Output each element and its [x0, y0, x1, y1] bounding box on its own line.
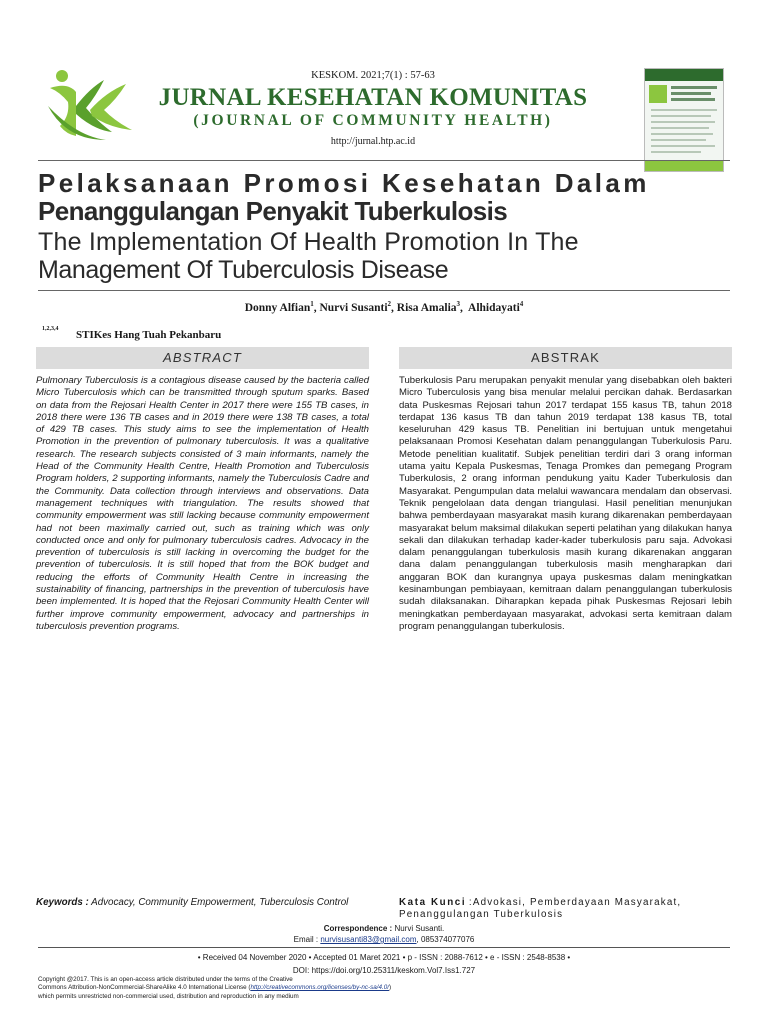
author-name: Alhidayati	[468, 301, 520, 314]
title-divider	[38, 290, 730, 291]
affiliation: STIKes Hang Tuah Pekanbaru	[76, 329, 222, 341]
copyright-line-2: Commons Attribution-NonCommercial-ShareAlike 4.0 International License (	[38, 984, 251, 992]
author-sup: 3	[456, 300, 461, 308]
abstract-heading: ABSTRACT	[36, 347, 369, 369]
title-indonesian-line-1: Pelaksanaan Promosi Kesehatan Dalam	[38, 168, 650, 198]
journal-logo-icon	[46, 66, 136, 146]
footer-divider	[38, 947, 730, 948]
email-label: Email :	[293, 935, 319, 944]
copyright-line-1: Copyright @2017. This is an open-access article distributed under the terms of the Creative	[38, 976, 293, 983]
title-english-line-2: Management Of Tuberculosis Disease	[38, 256, 449, 284]
journal-cover-thumbnail	[644, 68, 724, 172]
abstrak-text: Tuberkulosis Paru merupakan penyakit menular yang disebabkan oleh bakteri Micro Tuberculosis yang bisa menular melalui percikan dahak. Berdasarkan data Puskesmas Rejosari tahun 2017 terdapat 155 kasus TB, tahun 2018 terdapat 136 kasus TB dan tahun 2019 terdapat 138 kasus TB, total keseluruhan 429 kasus TB. Penelitian ini bertujuan untuk mengetahui pelaksanaan Promosi Kesehatan dalam penanggulangan Tuberkulosis Paru. Metode penelitian kualitatif. Subjek penelitian terdiri dari 3 orang informan utama yaitu Kepala Puskesmas, Tenaga Promkes dan pemegang Program Tuberkulosis, 2 orang informan pendukung yaitu Kader Tuberkulosis dan Masyarakat. Pengumpulan data melalui wawancara mendalam dan observasi. Teknik pengelolaan data dengan triangulasi. Hasil penelitian menunjukan bahwa pemberdayaan masyarakat masih kurang dikarenakan pemberdayaan masyarakat belum maksimal dilakukan seperti pelatihan yang dilakukan hanya sekali dan dilakukan terhadap kader-kader tuberkulosis paru saja. Advokasi dalam penanggulangan tuberkulosis masih kurang dikarenakan anggaran dana dalam penanggulangan tuberkulosis masih mengharapkan dari anggaran BOK dan kurangnya upaya puskesmas dalam meningkatkan kesinambungan pembiayaan, kemitraan dalam penanggulangan tuberkulosis sudah dilaksanakan. Diharapkan kepada pihak Puskesmas Rejosari lebih meningkatkan pemberdayaan masyarakat, advokasi serta kemitraan dalam program penanggulangan tuberkulosis.	[399, 375, 732, 632]
keywords-english	[36, 897, 369, 909]
abstract-text: Pulmonary Tuberculosis is a contagious disease caused by the bacteria called Micro Tuberculosis which can be transmitted through sputum sparks. Based on data from the Rejosari Health Center in 2017 there were 155 TB cases, in 2018 there were 136 TB cases and in 2019 there were 138 TB cases, a total of 429 TB cases. This study aims to see the implementation of Health Promotion in the prevention of pulmonary tuberculosis. It was a qualitative research. The research subjects consisted of 3 main informants, namely the Head of the Community Health Centre, Health Promotion and Tuberculosis Program holders, 2 supporting informants, namely the Tuberculosis Cadre and the Community. Data collection through interviews and observations. Data management techniques with triangulation. The results showed that community empowerment was still lacking because community empowerment had not been maximally carried out, such as training which was only conducted once and only for pulmonary tuberculosis cadres. Advocacy in the prevention of tuberculosis is still lacking in overcoming the budget for the prevention of tuberculosis. It is still hoped that from the BOK budget and reducing the efforts of Community Health Centre in increasing the sustainability of financing, partnerships in the prevention of tuberculosis have been implemented. It is hoped that the Rejosari Community Health Center will further improve community empowerment, advocacy and partnerships in tuberculosis prevention programs.	[36, 375, 369, 632]
phone-number: , 085374077076	[416, 935, 475, 944]
correspondence-label: Correspondence :	[323, 924, 393, 933]
affiliation-sup: 1,2,3,4	[42, 326, 59, 332]
kata-kunci-value: :Advokasi, Pemberdayaan Masyarakat, Penanggulangan Tuberkulosis	[399, 897, 682, 920]
title-indonesian-line-2: Penanggulangan Penyakit Tuberkulosis	[38, 196, 508, 226]
copyright-line-3: which permits unrestricted non-commercial used, distribution and reproduction in any medium	[38, 992, 299, 1000]
journal-subtitle: (JOURNAL OF COMMUNITY HEALTH)	[193, 112, 553, 129]
author-sup: 4	[519, 300, 524, 308]
copyright-line-2-end: )	[389, 984, 392, 992]
keywords-value: Advocacy, Community Empowerment, Tuberculosis Control	[91, 897, 349, 908]
correspondence	[38, 923, 730, 945]
title-english-line-1: The Implementation Of Health Promotion In The	[38, 228, 579, 256]
journal-meta: KESKOM. 2021;7(1) : 57-63	[311, 70, 435, 81]
header-divider	[38, 160, 730, 161]
kata-kunci-label: Kata Kunci	[399, 897, 467, 908]
correspondence-name: Nurvi Susanti.	[394, 924, 445, 933]
email-link[interactable]: nurvisusanti83@gmail.com	[320, 935, 417, 944]
author-list: Donny Alfian$^1$, Nurvi Susanti$^2$, Risa Amalia$^3$, Alhidayati$^4$	[244, 300, 524, 314]
doi[interactable]: DOI: https://doi.org/10.25311/keskom.Vol7.Iss1.727	[292, 966, 476, 975]
copyright-notice	[38, 976, 730, 1001]
author-sup: 2	[387, 300, 392, 308]
keywords-indonesian	[399, 897, 732, 921]
author-name: Donny Alfian	[244, 301, 311, 314]
received-info: • Received 04 November 2020 • Accepted 01 Maret 2021 • p - ISSN : 2088-7612 • e - ISSN : 2548-8538 •	[197, 953, 571, 962]
author-name: Risa Amalia	[396, 301, 457, 314]
author-name: Nurvi Susanti	[319, 301, 388, 314]
keywords-label: Keywords :	[36, 897, 89, 908]
author-sup: 1	[310, 300, 314, 308]
journal-url[interactable]: http://jurnal.htp.ac.id	[330, 136, 416, 147]
license-link[interactable]: http://creativecommons.org/licenses/by-nc-sa/4.0/	[250, 984, 390, 992]
journal-title: JURNAL KESEHATAN KOMUNITAS	[158, 84, 588, 111]
abstrak-heading: ABSTRAK	[399, 347, 732, 369]
